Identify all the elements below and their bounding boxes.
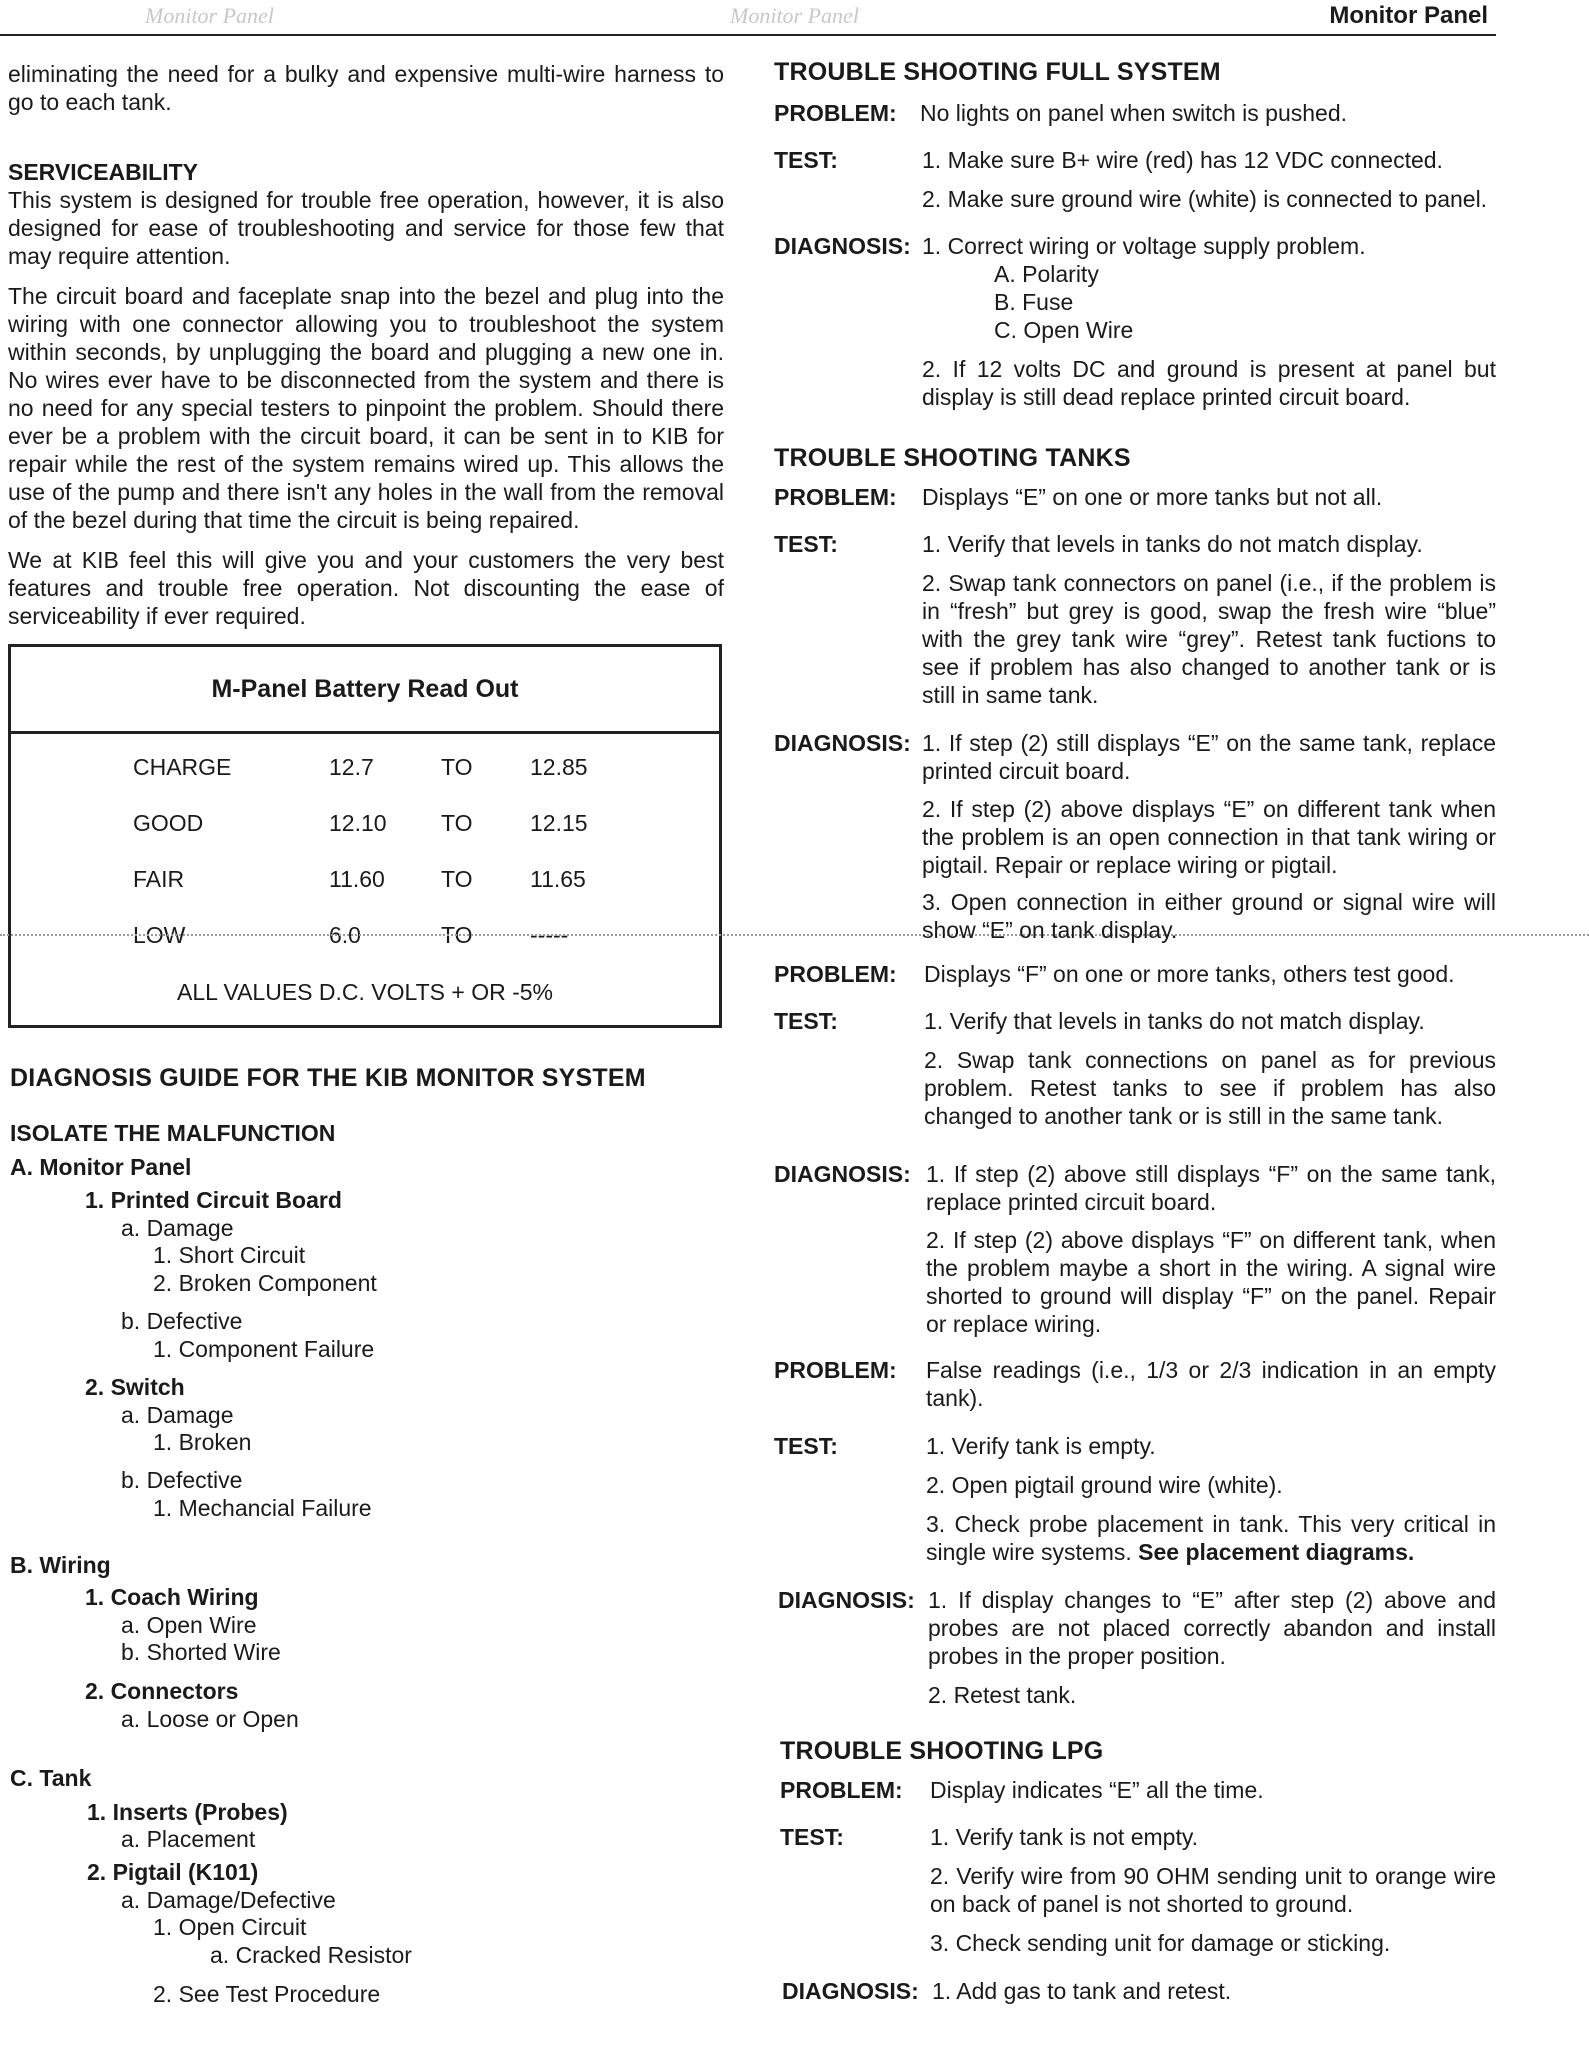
battery-readout-table xyxy=(8,644,722,1028)
test-label: TEST: xyxy=(774,531,838,557)
problem-label: PROBLEM: xyxy=(780,1777,903,1803)
battery-level-label: GOOD xyxy=(133,810,204,836)
outline-item: 2. Connectors xyxy=(85,1678,239,1704)
serviceability-heading: SERVICEABILITY xyxy=(8,159,198,185)
placement-diagrams-reference: See placement diagrams. xyxy=(1138,1539,1415,1565)
outline-item: b. Defective xyxy=(121,1467,243,1493)
diagnosis-step: 3. Open connection in either ground or signal wire will show “E” on tank display. xyxy=(922,889,1496,943)
test-label: TEST: xyxy=(780,1824,844,1850)
diagnosis-substep: B. Fuse xyxy=(994,289,1074,315)
test-step: 2. Open pigtail ground wire (white). xyxy=(926,1472,1283,1498)
outline-item: a. Damage xyxy=(121,1215,234,1241)
outline-item: 1. Broken xyxy=(153,1429,252,1455)
test-step: 2. Swap tank connections on panel as for previous problem. Retest tanks to see if problem has also changed to another tank or is still in the same tank. xyxy=(924,1047,1496,1129)
problem-label: PROBLEM: xyxy=(774,1357,897,1383)
test-step: 3. Check sending unit for damage or sticking. xyxy=(930,1930,1391,1956)
diagnosis-step: 1. Add gas to tank and retest. xyxy=(932,1978,1232,2004)
diagnosis-step: 1. Correct wiring or voltage supply problem. xyxy=(922,233,1366,259)
diagnosis-step: 2. If 12 volts DC and ground is present at panel but display is still dead replace printed circuit board. xyxy=(922,356,1496,410)
battery-to-word: TO xyxy=(441,754,473,780)
test-label: TEST: xyxy=(774,1433,838,1459)
battery-from-value: 12.10 xyxy=(329,810,387,836)
faint-header-text: Monitor Panel xyxy=(145,3,274,28)
problem-label: PROBLEM: xyxy=(774,961,897,987)
diagnosis-label: DIAGNOSIS: xyxy=(778,1587,915,1613)
battery-row xyxy=(11,865,719,895)
outline-item: 2. Switch xyxy=(85,1374,185,1400)
problem-text: Displays “F” on one or more tanks, others test good. xyxy=(924,961,1455,987)
outline-item: 1. Open Circuit xyxy=(153,1914,307,1940)
outline-item: a. Placement xyxy=(121,1826,256,1852)
outline-item: a. Open Wire xyxy=(121,1612,257,1638)
outline-item: b. Defective xyxy=(121,1308,243,1334)
diagnosis-step: 2. Retest tank. xyxy=(928,1682,1077,1708)
diagnosis-label: DIAGNOSIS: xyxy=(782,1978,919,2004)
problem-label: PROBLEM: xyxy=(774,100,897,126)
outline-item: 1. Mechancial Failure xyxy=(153,1495,372,1521)
outline-section: B. Wiring xyxy=(10,1552,111,1578)
section-heading: TROUBLE SHOOTING LPG xyxy=(780,1737,1104,1765)
test-step: 2. Verify wire from 90 OHM sending unit to orange wire on back of panel is not shorted to ground. xyxy=(930,1863,1496,1917)
outline-item: 1. Printed Circuit Board xyxy=(85,1187,342,1213)
problem-label: PROBLEM: xyxy=(774,484,897,510)
diagnosis-label: DIAGNOSIS: xyxy=(774,1161,911,1187)
left-column xyxy=(8,60,724,642)
header-title: Monitor Panel xyxy=(1329,2,1488,29)
battery-to-value: ----- xyxy=(530,922,569,948)
guide-heading: DIAGNOSIS GUIDE FOR THE KIB MONITOR SYSTEM xyxy=(10,1064,646,1092)
battery-to-word: TO xyxy=(441,866,473,892)
diagnosis-substep: C. Open Wire xyxy=(994,317,1134,343)
battery-to-value: 12.85 xyxy=(530,754,588,780)
problem-text: Displays “E” on one or more tanks but not all. xyxy=(922,484,1383,510)
outline-item: 2. Pigtail (K101) xyxy=(87,1859,259,1885)
diagnosis-step: 1. If step (2) above still displays “F” on the same tank, replace printed circuit board. xyxy=(926,1161,1496,1215)
diagnosis-step: 2. If step (2) above displays “F” on different tank, when the problem maybe a short in the wiring. A signal wire shorted to ground will display “F” on the panel. Repair or replace wiring. xyxy=(926,1227,1496,1337)
right-column xyxy=(774,58,1496,2018)
diagnosis-label: DIAGNOSIS: xyxy=(774,730,911,756)
outline-section: C. Tank xyxy=(10,1765,92,1791)
battery-from-value: 11.60 xyxy=(329,866,385,892)
problem-text: Display indicates “E” all the time. xyxy=(930,1777,1264,1803)
outline-section: A. Monitor Panel xyxy=(10,1154,192,1180)
outline-item: 2. See Test Procedure xyxy=(153,1981,381,2007)
isolate-heading: ISOLATE THE MALFUNCTION xyxy=(10,1120,336,1146)
test-step: 1. Verify tank is not empty. xyxy=(930,1824,1199,1850)
diagnosis-step: 1. If display changes to “E” after step (2) above and probes are not placed correctly abandon and install probes in the proper position. xyxy=(928,1587,1496,1669)
outline-item: 1. Inserts (Probes) xyxy=(87,1799,288,1825)
test-step: 1. Verify that levels in tanks do not match display. xyxy=(922,531,1423,557)
test-step: 1. Verify tank is empty. xyxy=(926,1433,1156,1459)
battery-level-label: CHARGE xyxy=(133,754,232,780)
test-step: 1. Make sure B+ wire (red) has 12 VDC connected. xyxy=(922,147,1443,173)
test-step xyxy=(926,1510,1496,1566)
diagnosis-label: DIAGNOSIS: xyxy=(774,233,911,259)
outline-item: 1. Short Circuit xyxy=(153,1242,306,1268)
battery-to-value: 12.15 xyxy=(530,810,588,836)
battery-table-note: ALL VALUES D.C. VOLTS + OR -5% xyxy=(176,979,553,1005)
outline-item: a. Damage/Defective xyxy=(121,1887,336,1913)
battery-level-label: FAIR xyxy=(133,866,185,892)
outline-item: a. Loose or Open xyxy=(121,1706,299,1732)
section-heading: TROUBLE SHOOTING FULL SYSTEM xyxy=(774,58,1221,86)
diagnosis-substep: A. Polarity xyxy=(994,261,1099,287)
battery-row xyxy=(11,809,719,839)
serviceability-paragraph: We at KIB feel this will give you and your customers the very best features and trouble free operation. Not discounting the ease of serviceability if ever required. xyxy=(8,547,724,629)
test-step-text: 3. Check probe placement in tank. This very critical in single wire systems. xyxy=(926,1511,1496,1565)
battery-from-value: 12.7 xyxy=(329,754,374,780)
test-label: TEST: xyxy=(774,147,838,173)
diagnosis-step: 2. If step (2) above displays “E” on different tank when the problem is an open connection in that tank wiring or pigtail. Repair or replace wiring or pigtail. xyxy=(922,796,1496,878)
battery-to-value: 11.65 xyxy=(530,866,586,892)
test-step: 2. Make sure ground wire (white) is connected to panel. xyxy=(922,186,1488,212)
section-heading: TROUBLE SHOOTING TANKS xyxy=(774,444,1131,472)
outline-item: a. Cracked Resistor xyxy=(210,1942,412,1968)
test-step: 2. Swap tank connectors on panel (i.e., if the problem is in “fresh” but grey is good, swap the fresh wire “blue” with the grey tank wire “grey”. Retest tank fuctions to see if problem has also changed to another tank or is still in same tank. xyxy=(922,570,1496,708)
outline-item: 2. Broken Component xyxy=(153,1270,377,1296)
page-header xyxy=(0,0,1496,36)
diagnosis-step: 1. If step (2) still displays “E” on the same tank, replace printed circuit board. xyxy=(922,730,1496,784)
intro-paragraph: eliminating the need for a bulky and expensive multi-wire harness to go to each tank. xyxy=(8,61,724,115)
test-step: 1. Verify that levels in tanks do not match display. xyxy=(924,1008,1425,1034)
battery-row xyxy=(11,753,719,783)
outline-item: a. Damage xyxy=(121,1402,234,1428)
serviceability-paragraph: This system is designed for trouble free operation, however, it is also designed for ease of troubleshooting and service for those few that may require attention. xyxy=(8,187,724,269)
battery-to-word: TO xyxy=(441,922,473,948)
battery-to-word: TO xyxy=(441,810,473,836)
test-label: TEST: xyxy=(774,1008,838,1034)
battery-from-value: 6.0 xyxy=(329,922,361,948)
outline-item: 1. Component Failure xyxy=(153,1336,375,1362)
problem-text: False readings (i.e., 1/3 or 2/3 indication in an empty tank). xyxy=(926,1357,1496,1411)
battery-row xyxy=(11,921,719,951)
problem-text: No lights on panel when switch is pushed. xyxy=(920,100,1348,126)
faint-header-text: Monitor Panel xyxy=(730,3,859,28)
outline-item: 1. Coach Wiring xyxy=(85,1584,259,1610)
outline-item: b. Shorted Wire xyxy=(121,1639,281,1665)
battery-table-title: M-Panel Battery Read Out xyxy=(11,647,719,734)
serviceability-paragraph: The circuit board and faceplate snap into the bezel and plug into the wiring with one connector allowing you to troubleshoot the system within seconds, by unplugging the board and plugging a new one in. No wires ever have to be disconnected from the system and there is no need for any special testers to pinpoint the problem. Should there ever be a problem with the circuit board, it can be sent in to KIB for repair while the rest of the system remains wired up. This allows the use of the pump and there isn't any holes in the wall from the removal of the bezel during that time the circuit is being repaired. xyxy=(8,283,724,533)
battery-level-label: LOW xyxy=(133,922,186,948)
